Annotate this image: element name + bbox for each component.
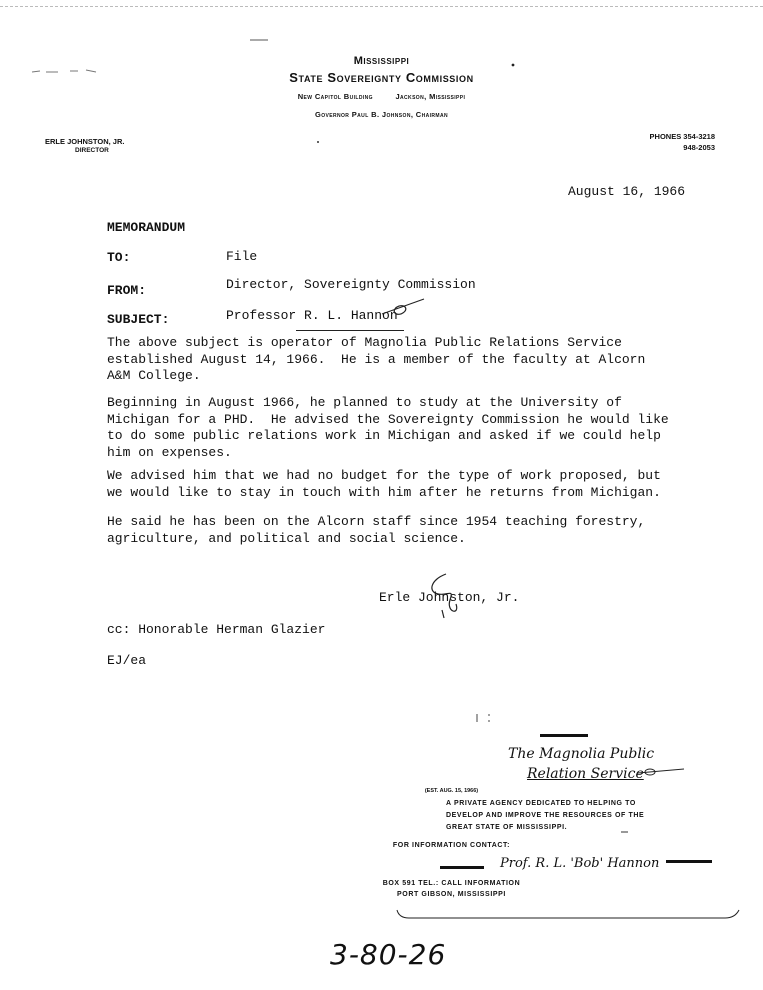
letterhead-state: Mississippi: [353, 55, 410, 67]
paragraph-2: Beginning in August 1966, he planned to study at the University of Michigan for a PHD. He advised the Sovereignty Commission he would like to do some public relations work in Michigan and asked if we could help him on expenses.: [107, 395, 669, 460]
phone-numbers: PHONES 354-3218: [649, 132, 715, 141]
stamp-city-line: PORT GIBSON, MISSISSIPPI: [397, 891, 506, 898]
cc-line: cc: Honorable Herman Glazier: [107, 622, 326, 637]
subject-value: Professor R. L. Hannon: [226, 308, 398, 323]
paragraph-4: He said he has been on the Alcorn staff since 1954 teaching forestry, agriculture, and political and social science.: [107, 514, 646, 546]
to-label: TO:: [107, 250, 131, 265]
memo-heading: MEMORANDUM: [107, 220, 186, 235]
paragraph-3: We advised him that we had no budget for the type of work proposed, but we would like to stay in touch with him after he returns from Michigan.: [107, 468, 661, 500]
stamp-desc-line1: A PRIVATE AGENCY DEDICATED TO HELPING TO: [446, 800, 636, 807]
stamp-established: (EST. AUG. 15, 1966): [424, 788, 479, 794]
stray-dot: [316, 140, 320, 144]
typist-initials: EJ/ea: [107, 653, 147, 668]
director-name: ERLE JOHNSTON, JR.: [45, 137, 125, 146]
from-value: Director, Sovereignty Commission: [226, 277, 476, 292]
stamp-rule-right: [666, 860, 712, 863]
phone-number-second: 948-2053: [683, 143, 715, 152]
stamp-title-line1: The Magnolia Public: [508, 746, 655, 762]
memo-date: August 16, 1966: [568, 184, 686, 199]
to-value: File: [226, 249, 258, 264]
letterhead-address: [0, 92, 763, 101]
archive-number: 3-80-26: [330, 938, 447, 971]
handwritten-mark: [636, 764, 686, 778]
stamp-rule-top: [540, 734, 588, 737]
paragraph-1: The above subject is operator of Magnolia Public Relations Service established August 14, 1966. He is a member of the faculty at Alcorn A&M College.: [107, 335, 646, 383]
letterhead-commission: State Sovereignty Commission: [289, 70, 474, 85]
stamp-box-line: BOX 591 TEL.: CALL INFORMATION: [382, 880, 521, 887]
stamp-desc-line3: GREAT STATE OF MISSISSIPPI.: [446, 824, 568, 831]
from-label: FROM:: [107, 283, 147, 298]
stray-mark: [250, 38, 270, 42]
signature-typed: Erle Johnston, Jr.: [379, 590, 520, 605]
stamp-desc-line2: DEVELOP AND IMPROVE THE RESOURCES OF THE: [446, 812, 645, 819]
stamp-contact-name: Prof. R. L. 'Bob' Hannon: [500, 856, 660, 871]
stamp-rule-left: [440, 866, 484, 869]
signature-scrawl: [420, 570, 480, 620]
stamp-contact: FOR INFORMATION CONTACT:: [392, 842, 511, 849]
letterhead-city: Jackson, Mississippi: [395, 92, 466, 101]
stamp-title-line2: Relation Service: [527, 766, 644, 782]
director-title: DIRECTOR: [75, 147, 109, 154]
stray-mark: [620, 830, 630, 834]
scan-top-edge: [0, 0, 763, 7]
subject-label: SUBJECT:: [107, 312, 170, 327]
stray-mark: [474, 712, 496, 726]
letterhead-governor: Governor Paul B. Johnson, Chairman: [314, 110, 449, 119]
subject-underline: [296, 330, 404, 331]
stamp-bottom-edge: [395, 908, 740, 922]
letterhead-building: New Capitol Building: [297, 92, 373, 101]
handwritten-mark: [378, 296, 428, 320]
